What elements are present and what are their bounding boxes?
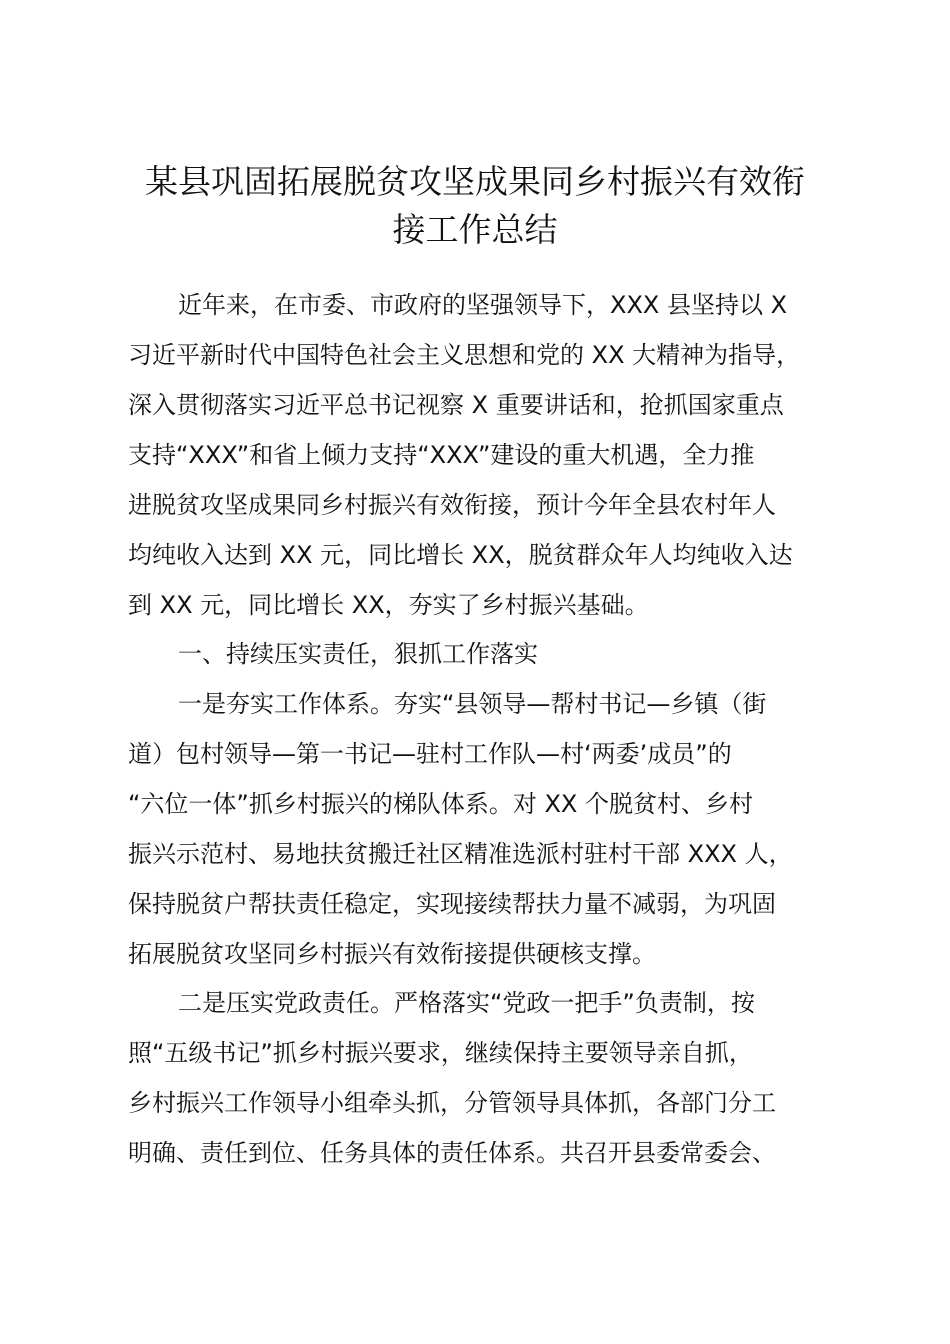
paragraph-line: 进脱贫攻坚成果同乡村振兴有效衔接，预计今年全县农村年人 bbox=[128, 491, 776, 519]
paragraph-line: 到 XX 元，同比增长 XX，夯实了乡村振兴基础。 bbox=[128, 591, 649, 619]
paragraph-line: 近年来，在市委、市政府的坚强领导下，XXX 县坚持以 X bbox=[178, 291, 788, 319]
paragraph-line: 一是夯实工作体系。夯实“县领导—帮村书记—乡镇（街 bbox=[178, 690, 767, 718]
paragraph-line: 习近平新时代中国特色社会主义思想和党的 XX 大精神为指导， bbox=[128, 341, 801, 369]
paragraph-line: 支持“XXX”和省上倾力支持“XXX”建设的重大机遇，全力推 bbox=[128, 441, 755, 469]
paragraph-line: 照“五级书记”抓乡村振兴要求，继续保持主要领导亲自抓， bbox=[128, 1039, 753, 1067]
paragraph-line: 拓展脱贫攻坚同乡村振兴有效衔接提供硬核支撑。 bbox=[128, 940, 656, 968]
paragraph-line: 乡村振兴工作领导小组牵头抓，分管领导具体抓，各部门分工 bbox=[128, 1089, 776, 1117]
paragraph-line: 道）包村领导—第一书记—驻村工作队—村‘两委’成员”的 bbox=[128, 740, 732, 768]
paragraph-line: 保持脱贫户帮扶责任稳定，实现接续帮扶力量不减弱，为巩固 bbox=[128, 890, 776, 918]
document-title-line-1: 某县巩固拓展脱贫攻坚成果同乡村振兴有效衔 bbox=[145, 162, 805, 201]
paragraph-line: 二是压实党政责任。严格落实“党政一把手”负责制，按 bbox=[178, 989, 755, 1017]
document-title-line-2: 接工作总结 bbox=[392, 210, 558, 249]
paragraph-line: “六位一体”抓乡村振兴的梯队体系。对 XX 个脱贫村、乡村 bbox=[128, 790, 754, 818]
paragraph-line: 均纯收入达到 XX 元，同比增长 XX，脱贫群众年人均纯收入达 bbox=[128, 541, 793, 569]
paragraph-line: 明确、责任到位、任务具体的责任体系。共召开县委常委会、 bbox=[128, 1139, 776, 1167]
paragraph-line: 振兴示范村、易地扶贫搬迁社区精准选派村驻村干部 XXX 人， bbox=[128, 840, 793, 868]
section-heading: 一、持续压实责任，狠抓工作落实 bbox=[178, 640, 538, 668]
paragraph-line: 深入贯彻落实习近平总书记视察 X 重要讲话和，抢抓国家重点 bbox=[128, 391, 784, 419]
